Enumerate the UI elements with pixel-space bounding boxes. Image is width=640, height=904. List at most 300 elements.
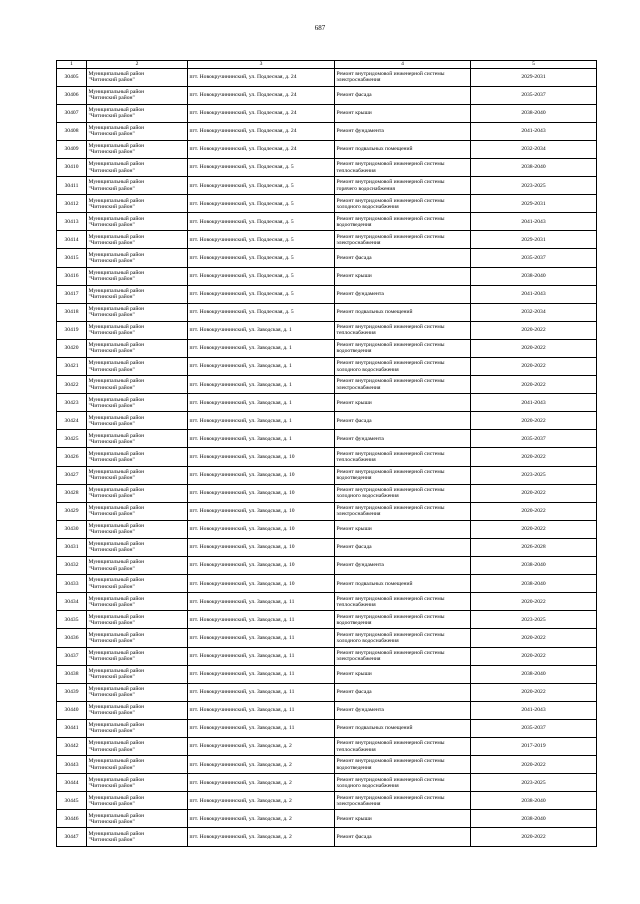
table-row: [57, 122, 597, 140]
district-line: Муниципальный район: [88, 179, 145, 186]
row-number-cell: 30420: [57, 339, 87, 357]
district-cell: [87, 177, 188, 195]
address-cell: пгт. Новокручининский, ул. Заводская, д. 1: [188, 412, 335, 430]
district-line: "Читинский район": [88, 402, 135, 409]
district-cell: [87, 810, 188, 828]
address-cell: пгт. Новокручининский, ул. Заводская, д. 11: [188, 629, 335, 647]
address-cell: пгт. Новокручининский, ул. Заводская, д. 1: [188, 394, 335, 412]
district-cell: [87, 828, 188, 846]
district-cell: [87, 774, 188, 792]
work-type-cell: [335, 376, 471, 394]
address-cell: пгт. Новокручининский, ул. Заводская, д. 2: [188, 828, 335, 846]
row-number-cell: 30429: [57, 502, 87, 520]
district-cell: [87, 122, 188, 140]
work-type-cell: [335, 683, 471, 701]
table-row: [57, 376, 597, 394]
row-number-cell: 30424: [57, 412, 87, 430]
district-line: Муниципальный район: [88, 595, 145, 602]
table-row: [57, 231, 597, 249]
capital-repair-table: [56, 60, 597, 847]
district-line: "Читинский район": [88, 330, 135, 337]
district-line: Муниципальный район: [88, 505, 145, 512]
page-number: 687: [314, 24, 326, 32]
district-line: "Читинский район": [88, 294, 135, 301]
address-cell: пгт. Новокручининский, ул. Подлесная, д. 5: [188, 158, 335, 176]
row-number-cell: 30443: [57, 756, 87, 774]
period-cell: 2020-2022: [471, 376, 597, 394]
period-cell: 2017-2019: [471, 737, 597, 755]
table-row: [57, 647, 597, 665]
district-line: "Читинский район": [88, 728, 135, 735]
district-line: Муниципальный район: [88, 107, 145, 114]
address-cell: пгт. Новокручининский, ул. Заводская, д. 1: [188, 376, 335, 394]
district-line: "Читинский район": [88, 348, 135, 355]
district-line: "Читинский район": [88, 276, 135, 283]
work-type-cell: [335, 412, 471, 430]
work-type-line: Ремонт фундамента: [336, 435, 384, 442]
work-type-line: Ремонт фундамента: [336, 707, 384, 714]
work-type-line: Ремонт фундамента: [336, 128, 384, 135]
period-cell: 2035-2037: [471, 430, 597, 448]
period-cell: 2020-2022: [471, 647, 597, 665]
period-cell: 2038-2040: [471, 665, 597, 683]
table-row: [57, 412, 597, 430]
district-cell: [87, 611, 188, 629]
district-line: "Читинский район": [88, 131, 135, 138]
district-cell: [87, 86, 188, 104]
district-line: Муниципальный район: [88, 197, 145, 204]
work-type-cell: [335, 122, 471, 140]
district-line: Муниципальный район: [88, 722, 145, 729]
district-line: Муниципальный район: [88, 812, 145, 819]
table-row: [57, 68, 597, 86]
district-line: "Читинский район": [88, 800, 135, 807]
work-type-cell: [335, 177, 471, 195]
work-type-cell: [335, 701, 471, 719]
period-cell: 2023-2025: [471, 611, 597, 629]
district-line: Муниципальный район: [88, 794, 145, 801]
district-line: "Читинский район": [88, 438, 135, 445]
district-line: "Читинский район": [88, 77, 135, 84]
district-line: Муниципальный район: [88, 559, 145, 566]
period-cell: 2035-2037: [471, 249, 597, 267]
period-cell: 2038-2040: [471, 104, 597, 122]
row-number-cell: 30428: [57, 484, 87, 502]
district-line: "Читинский район": [88, 185, 135, 192]
row-number-cell: 30412: [57, 195, 87, 213]
district-line: Муниципальный район: [88, 88, 145, 95]
address-cell: пгт. Новокручининский, ул. Заводская, д. 11: [188, 611, 335, 629]
period-cell: 2038-2040: [471, 158, 597, 176]
work-type-line: Ремонт крыши: [336, 272, 372, 279]
work-type-line: холодного водоснабжения: [336, 203, 399, 210]
district-line: Муниципальный район: [88, 342, 145, 349]
period-cell: 2032-2034: [471, 303, 597, 321]
address-cell: пгт. Новокручининский, ул. Подлесная, д. 5: [188, 177, 335, 195]
address-cell: пгт. Новокручининский, ул. Заводская, д. 10: [188, 448, 335, 466]
work-type-line: холодного водоснабжения: [336, 782, 399, 789]
work-type-line: Ремонт внутридомовой инженерной системы: [336, 324, 445, 331]
row-number-cell: 30408: [57, 122, 87, 140]
work-type-line: горячего водоснабжения: [336, 185, 395, 192]
work-type-cell: [335, 756, 471, 774]
district-cell: [87, 557, 188, 575]
work-type-line: Ремонт подвальных помещений: [336, 725, 413, 732]
work-type-line: теплоснабжения: [336, 601, 376, 608]
district-line: "Читинский район": [88, 547, 135, 554]
work-type-line: водоотведения: [336, 475, 372, 482]
table-row: [57, 774, 597, 792]
work-type-line: Ремонт внутридомовой инженерной системы: [336, 215, 445, 222]
table-row: [57, 701, 597, 719]
work-type-line: теплоснабжения: [336, 746, 376, 753]
column-header-5: 5: [471, 61, 597, 69]
district-cell: [87, 665, 188, 683]
period-cell: 2041-2043: [471, 122, 597, 140]
district-cell: [87, 575, 188, 593]
row-number-cell: 30439: [57, 683, 87, 701]
address-cell: пгт. Новокручининский, ул. Заводская, д. 11: [188, 665, 335, 683]
address-cell: пгт. Новокручининский, ул. Заводская, д. 2: [188, 737, 335, 755]
work-type-line: Ремонт крыши: [336, 399, 372, 406]
district-line: Муниципальный район: [88, 233, 145, 240]
table-row: [57, 792, 597, 810]
work-type-cell: [335, 448, 471, 466]
table-row: [57, 195, 597, 213]
district-cell: [87, 520, 188, 538]
table-row: [57, 285, 597, 303]
work-type-line: Ремонт фасада: [336, 544, 372, 551]
row-number-cell: 30421: [57, 358, 87, 376]
work-type-cell: [335, 828, 471, 846]
row-number-cell: 30407: [57, 104, 87, 122]
district-line: Муниципальный район: [88, 523, 145, 530]
district-line: Муниципальный район: [88, 269, 145, 276]
district-cell: [87, 502, 188, 520]
table-row: [57, 683, 597, 701]
district-line: Муниципальный район: [88, 287, 145, 294]
district-line: "Читинский район": [88, 511, 135, 518]
column-header-4: 4: [335, 61, 471, 69]
district-cell: [87, 538, 188, 556]
work-type-line: Ремонт внутридомовой инженерной системы: [336, 631, 445, 638]
district-cell: [87, 267, 188, 285]
work-type-line: водоотведения: [336, 764, 372, 771]
work-type-line: холодного водоснабжения: [336, 493, 399, 500]
work-type-cell: [335, 231, 471, 249]
table-row: [57, 629, 597, 647]
row-number-cell: 30416: [57, 267, 87, 285]
address-cell: пгт. Новокручининский, ул. Заводская, д. 2: [188, 810, 335, 828]
district-line: "Читинский район": [88, 674, 135, 681]
address-cell: пгт. Новокручининский, ул. Подлесная, д. 5: [188, 267, 335, 285]
address-cell: пгт. Новокручининский, ул. Заводская, д. 10: [188, 575, 335, 593]
district-cell: [87, 249, 188, 267]
work-type-line: Ремонт внутридомовой инженерной системы: [336, 360, 445, 367]
district-line: Муниципальный район: [88, 686, 145, 693]
district-line: "Читинский район": [88, 656, 135, 663]
row-number-cell: 30414: [57, 231, 87, 249]
column-header-1: 1: [57, 61, 87, 69]
district-cell: [87, 593, 188, 611]
address-cell: пгт. Новокручининский, ул. Заводская, д. 10: [188, 502, 335, 520]
district-line: "Читинский район": [88, 601, 135, 608]
table-row: [57, 448, 597, 466]
row-number-cell: 30431: [57, 538, 87, 556]
work-type-line: Ремонт фасада: [336, 417, 372, 424]
period-cell: 2035-2037: [471, 719, 597, 737]
district-line: "Читинский район": [88, 565, 135, 572]
table-row: [57, 140, 597, 158]
address-cell: пгт. Новокручининский, ул. Подлесная, д. 5: [188, 213, 335, 231]
row-number-cell: 30417: [57, 285, 87, 303]
work-type-cell: [335, 647, 471, 665]
period-cell: 2020-2022: [471, 828, 597, 846]
address-cell: пгт. Новокручининский, ул. Заводская, д. 10: [188, 557, 335, 575]
table-row: [57, 665, 597, 683]
district-line: Муниципальный район: [88, 649, 145, 656]
work-type-cell: [335, 213, 471, 231]
work-type-line: Ремонт крыши: [336, 110, 372, 117]
period-cell: 2038-2040: [471, 557, 597, 575]
work-type-cell: [335, 68, 471, 86]
address-cell: пгт. Новокручининский, ул. Подлесная, д. 5: [188, 249, 335, 267]
work-type-line: Ремонт внутридомовой инженерной системы: [336, 179, 445, 186]
district-line: Муниципальный район: [88, 125, 145, 132]
address-cell: пгт. Новокручининский, ул. Заводская, д. 11: [188, 701, 335, 719]
work-type-line: Ремонт внутридомовой инженерной системы: [336, 487, 445, 493]
district-line: Муниципальный район: [88, 468, 145, 475]
district-line: "Читинский район": [88, 312, 135, 319]
table-row: [57, 86, 597, 104]
district-line: Муниципальный район: [88, 251, 145, 258]
table-row: [57, 158, 597, 176]
period-cell: 2023-2025: [471, 774, 597, 792]
district-cell: [87, 412, 188, 430]
district-line: "Читинский район": [88, 457, 135, 464]
district-line: Муниципальный район: [88, 432, 145, 439]
row-number-cell: 30438: [57, 665, 87, 683]
district-line: Муниципальный район: [88, 830, 145, 837]
district-line: "Читинский район": [88, 637, 135, 644]
district-line: "Читинский район": [88, 95, 135, 102]
district-cell: [87, 213, 188, 231]
district-cell: [87, 701, 188, 719]
table-row: [57, 520, 597, 538]
table-row: [57, 466, 597, 484]
work-type-line: электроснабжения: [336, 384, 381, 391]
address-cell: пгт. Новокручининский, ул. Заводская, д. 1: [188, 321, 335, 339]
district-cell: [87, 68, 188, 86]
table-row: [57, 394, 597, 412]
period-cell: 2032-2034: [471, 140, 597, 158]
table-row: [57, 249, 597, 267]
row-number-cell: 30442: [57, 737, 87, 755]
table-row: [57, 502, 597, 520]
district-line: "Читинский район": [88, 475, 135, 482]
row-number-cell: 30446: [57, 810, 87, 828]
table-row: [57, 557, 597, 575]
row-number-cell: 30415: [57, 249, 87, 267]
address-cell: пгт. Новокручининский, ул. Подлесная, д. 24: [188, 140, 335, 158]
district-line: "Читинский район": [88, 203, 135, 210]
row-number-cell: 30426: [57, 448, 87, 466]
row-number-cell: 30441: [57, 719, 87, 737]
work-type-line: теплоснабжения: [336, 457, 376, 464]
table-row: [57, 213, 597, 231]
address-cell: пгт. Новокручининский, ул. Подлесная, д. 24: [188, 68, 335, 86]
address-cell: пгт. Новокручининский, ул. Подлесная, д. 24: [188, 86, 335, 104]
district-line: Муниципальный район: [88, 360, 145, 367]
work-type-cell: [335, 267, 471, 285]
period-cell: 2029-2031: [471, 231, 597, 249]
work-type-cell: [335, 629, 471, 647]
district-line: "Читинский район": [88, 149, 135, 156]
address-cell: пгт. Новокручининский, ул. Заводская, д. 10: [188, 466, 335, 484]
period-cell: 2020-2022: [471, 321, 597, 339]
table-row: [57, 538, 597, 556]
district-line: Муниципальный район: [88, 396, 145, 403]
work-type-line: Ремонт фундамента: [336, 562, 384, 569]
address-cell: пгт. Новокручининский, ул. Подлесная, д. 5: [188, 231, 335, 249]
work-type-line: Ремонт фасада: [336, 92, 372, 99]
district-cell: [87, 629, 188, 647]
work-type-cell: [335, 810, 471, 828]
work-type-line: Ремонт фасада: [336, 689, 372, 696]
district-cell: [87, 303, 188, 321]
row-number-cell: 30413: [57, 213, 87, 231]
district-line: "Читинский район": [88, 384, 135, 391]
district-line: "Читинский район": [88, 493, 135, 500]
row-number-cell: 30435: [57, 611, 87, 629]
district-cell: [87, 231, 188, 249]
work-type-line: Ремонт крыши: [336, 526, 372, 533]
period-cell: 2038-2040: [471, 267, 597, 285]
district-line: Муниципальный район: [88, 324, 145, 331]
work-type-line: теплоснабжения: [336, 167, 376, 174]
period-cell: 2038-2040: [471, 810, 597, 828]
district-line: Муниципальный район: [88, 740, 145, 747]
work-type-line: электроснабжения: [336, 239, 381, 246]
district-cell: [87, 285, 188, 303]
address-cell: пгт. Новокручининский, ул. Подлесная, д. 24: [188, 104, 335, 122]
table-row: [57, 756, 597, 774]
row-number-cell: 30405: [57, 68, 87, 86]
work-type-cell: [335, 195, 471, 213]
district-line: "Читинский район": [88, 167, 135, 174]
district-line: Муниципальный район: [88, 776, 145, 783]
district-line: Муниципальный район: [88, 667, 145, 674]
work-type-line: Ремонт внутридомовой инженерной системы: [336, 649, 445, 656]
work-type-cell: [335, 303, 471, 321]
table-row: [57, 358, 597, 376]
district-line: "Читинский район": [88, 710, 135, 717]
district-line: Муниципальный район: [88, 378, 145, 385]
row-number-cell: 30436: [57, 629, 87, 647]
header-row: [57, 61, 597, 69]
table-row: [57, 810, 597, 828]
row-number-cell: 30437: [57, 647, 87, 665]
period-cell: 2020-2022: [471, 756, 597, 774]
row-number-cell: 30432: [57, 557, 87, 575]
district-line: Муниципальный район: [88, 758, 145, 765]
work-type-line: Ремонт внутридомовой инженерной системы: [336, 758, 445, 765]
work-type-line: холодного водоснабжения: [336, 637, 399, 644]
work-type-line: Ремонт крыши: [336, 815, 372, 822]
district-cell: [87, 104, 188, 122]
work-type-line: Ремонт фундамента: [336, 291, 384, 298]
period-cell: 2020-2022: [471, 412, 597, 430]
work-type-line: Ремонт внутридомовой инженерной системы: [336, 161, 445, 168]
work-type-cell: [335, 249, 471, 267]
period-cell: 2038-2040: [471, 575, 597, 593]
table-row: [57, 611, 597, 629]
work-type-line: Ремонт внутридомовой инженерной системы: [336, 70, 445, 77]
district-line: Муниципальный район: [88, 306, 145, 313]
period-cell: 2020-2022: [471, 484, 597, 502]
address-cell: пгт. Новокручининский, ул. Заводская, д. 11: [188, 719, 335, 737]
work-type-line: Ремонт внутридомовой инженерной системы: [336, 197, 445, 204]
work-type-cell: [335, 502, 471, 520]
period-cell: 2020-2022: [471, 683, 597, 701]
work-type-line: Ремонт внутридомовой инженерной системы: [336, 450, 445, 457]
period-cell: 2041-2043: [471, 285, 597, 303]
address-cell: пгт. Новокручининский, ул. Заводская, д. 2: [188, 792, 335, 810]
work-type-line: водоотведения: [336, 221, 372, 228]
row-number-cell: 30447: [57, 828, 87, 846]
period-cell: 2041-2043: [471, 394, 597, 412]
row-number-cell: 30423: [57, 394, 87, 412]
work-type-cell: [335, 285, 471, 303]
district-line: "Читинский район": [88, 619, 135, 626]
district-line: "Читинский район": [88, 113, 135, 120]
table-row: [57, 430, 597, 448]
district-line: "Читинский район": [88, 746, 135, 753]
district-cell: [87, 647, 188, 665]
row-number-cell: 30410: [57, 158, 87, 176]
period-cell: 2023-2025: [471, 177, 597, 195]
district-cell: [87, 358, 188, 376]
row-number-cell: 30422: [57, 376, 87, 394]
work-type-line: Ремонт подвальных помещений: [336, 309, 413, 316]
table-row: [57, 303, 597, 321]
table-row: [57, 177, 597, 195]
table-row: [57, 719, 597, 737]
period-cell: 2038-2040: [471, 792, 597, 810]
district-cell: [87, 339, 188, 357]
work-type-line: Ремонт внутридомовой инженерной системы: [336, 613, 445, 620]
address-cell: пгт. Новокручининский, ул. Заводская, д. 1: [188, 430, 335, 448]
row-number-cell: 30444: [57, 774, 87, 792]
district-cell: [87, 756, 188, 774]
district-line: "Читинский район": [88, 836, 135, 843]
district-line: "Читинский район": [88, 257, 135, 264]
district-line: Муниципальный район: [88, 704, 145, 711]
district-cell: [87, 321, 188, 339]
work-type-line: Ремонт внутридомовой инженерной системы: [336, 468, 445, 475]
work-type-cell: [335, 394, 471, 412]
work-type-cell: [335, 520, 471, 538]
row-number-cell: 30425: [57, 430, 87, 448]
address-cell: пгт. Новокручининский, ул. Заводская, д. 1: [188, 339, 335, 357]
period-cell: 2041-2043: [471, 701, 597, 719]
district-cell: [87, 719, 188, 737]
work-type-line: Ремонт внутридомовой инженерной системы: [336, 740, 445, 747]
row-number-cell: 30434: [57, 593, 87, 611]
work-type-line: теплоснабжения: [336, 330, 376, 337]
work-type-line: электроснабжения: [336, 800, 381, 807]
district-line: Муниципальный район: [88, 631, 145, 638]
